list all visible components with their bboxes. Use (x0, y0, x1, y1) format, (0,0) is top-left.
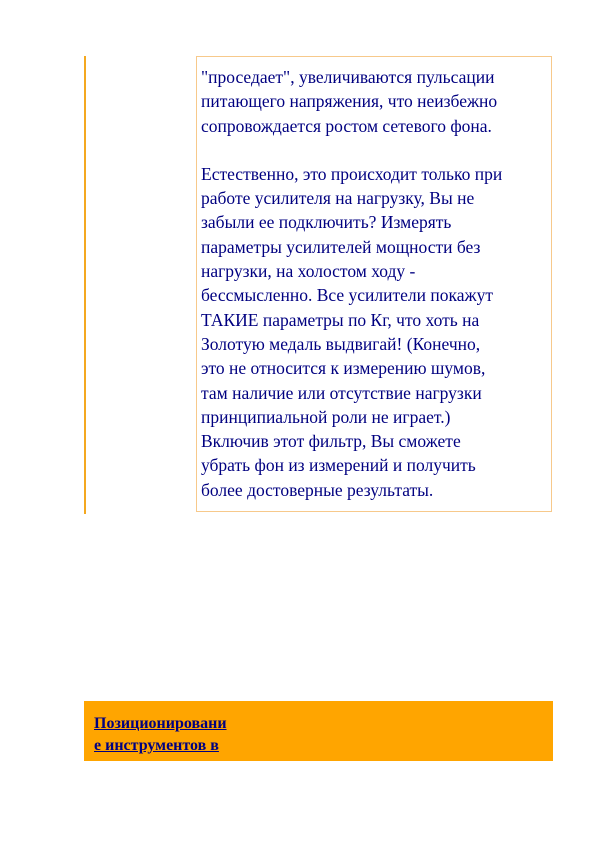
left-margin-rule (84, 56, 86, 514)
section-heading-link[interactable]: Позиционировани е инструментов в (94, 715, 227, 754)
article-paragraph-1: "проседает", увеличиваются пульсации питающего напряжения, что неизбежно сопровождается ростом сетевого фона. (201, 67, 498, 136)
section-heading-bar (84, 701, 553, 761)
article-paragraph-2: Естественно, это происходит только при работе усилителя на нагрузку, Вы не забыли ее подключить? Измерять параметры усилителей мощности без нагрузки, на холостом ходу - бессмысленно. Все усилители покажут ТАКИЕ параметры по Кг, что хоть на Золотую медаль выдвигай! (Конечно, это не относится к измерению шумов, там наличие или отсутствие нагрузки принципиальной роли не играет.) Включив этот фильтр, Вы сможете убрать фон из измерений и получить более достоверные результаты. (201, 163, 503, 500)
article-text-box (196, 56, 552, 512)
